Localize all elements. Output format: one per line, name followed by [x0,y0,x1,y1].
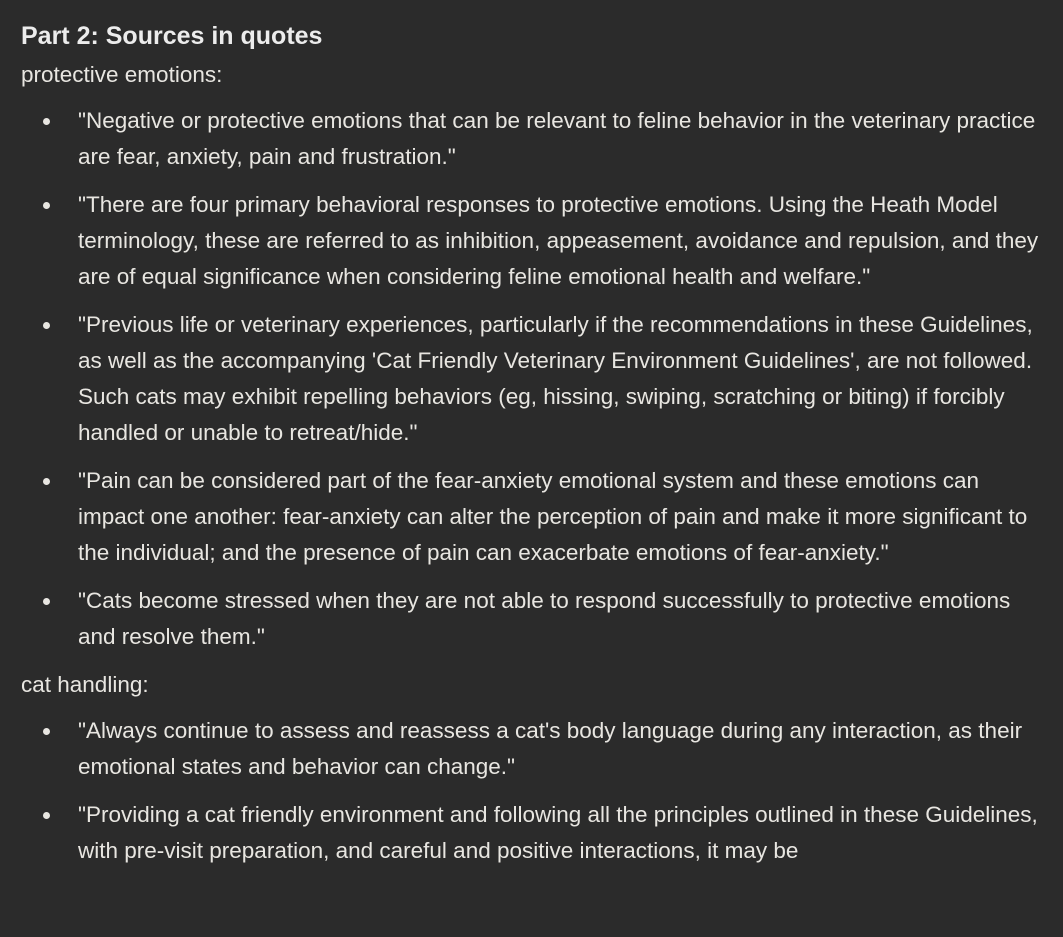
bullet-icon [43,598,50,605]
list-item [21,307,1041,451]
section-label-protective-emotions: protective emotions: [21,62,223,87]
message-content [21,0,1041,881]
list-item [21,797,1041,869]
section-label-cat-handling: cat handling: [21,672,149,697]
list-item [21,583,1041,655]
quote-text: "Providing a cat friendly environment and following all the principles outlined in these Guidelines, with pre-visit preparation, and careful and positive interactions, it may be [78,802,1038,863]
section-heading: Part 2: Sources in quotes [21,22,323,50]
bullet-icon [43,812,50,819]
list-item [21,187,1041,295]
quote-text: "Negative or protective emotions that can be relevant to feline behavior in the veterinary practice are fear, anxiety, pain and frustration." [78,108,1036,169]
quote-text: "Always continue to assess and reassess a cat's body language during any interaction, as their emotional states and behavior can change." [78,718,1023,779]
quote-list-protective-emotions [21,103,1041,655]
list-item [21,463,1041,571]
quote-list-cat-handling [21,713,1041,869]
quote-text: "Cats become stressed when they are not able to respond successfully to protective emotions and resolve them." [78,588,1011,649]
bullet-icon [43,118,50,125]
bullet-icon [43,728,50,735]
bullet-icon [43,202,50,209]
bullet-icon [43,322,50,329]
quote-text: "Previous life or veterinary experiences, particularly if the recommendations in these Guidelines, as well as the accompanying 'Cat Friendly Veterinary Environment Guidelines', are not followed. Such cats may exhibit repelling behaviors (eg, hissing, swiping, scratching or biting) if forcibly handled or unable to retreat/hide." [78,312,1033,445]
quote-text: "There are four primary behavioral responses to protective emotions. Using the Heath Model terminology, these are referred to as inhibition, appeasement, avoidance and repulsion, and they are of equal significance when considering feline emotional health and welfare." [78,192,1039,289]
quote-text: "Pain can be considered part of the fear-anxiety emotional system and these emotions can impact one another: fear-anxiety can alter the perception of pain and make it more significant to the individual; and the presence of pain can exacerbate emotions of fear-anxiety." [78,468,1028,565]
list-item [21,103,1041,175]
list-item [21,713,1041,785]
bullet-icon [43,478,50,485]
